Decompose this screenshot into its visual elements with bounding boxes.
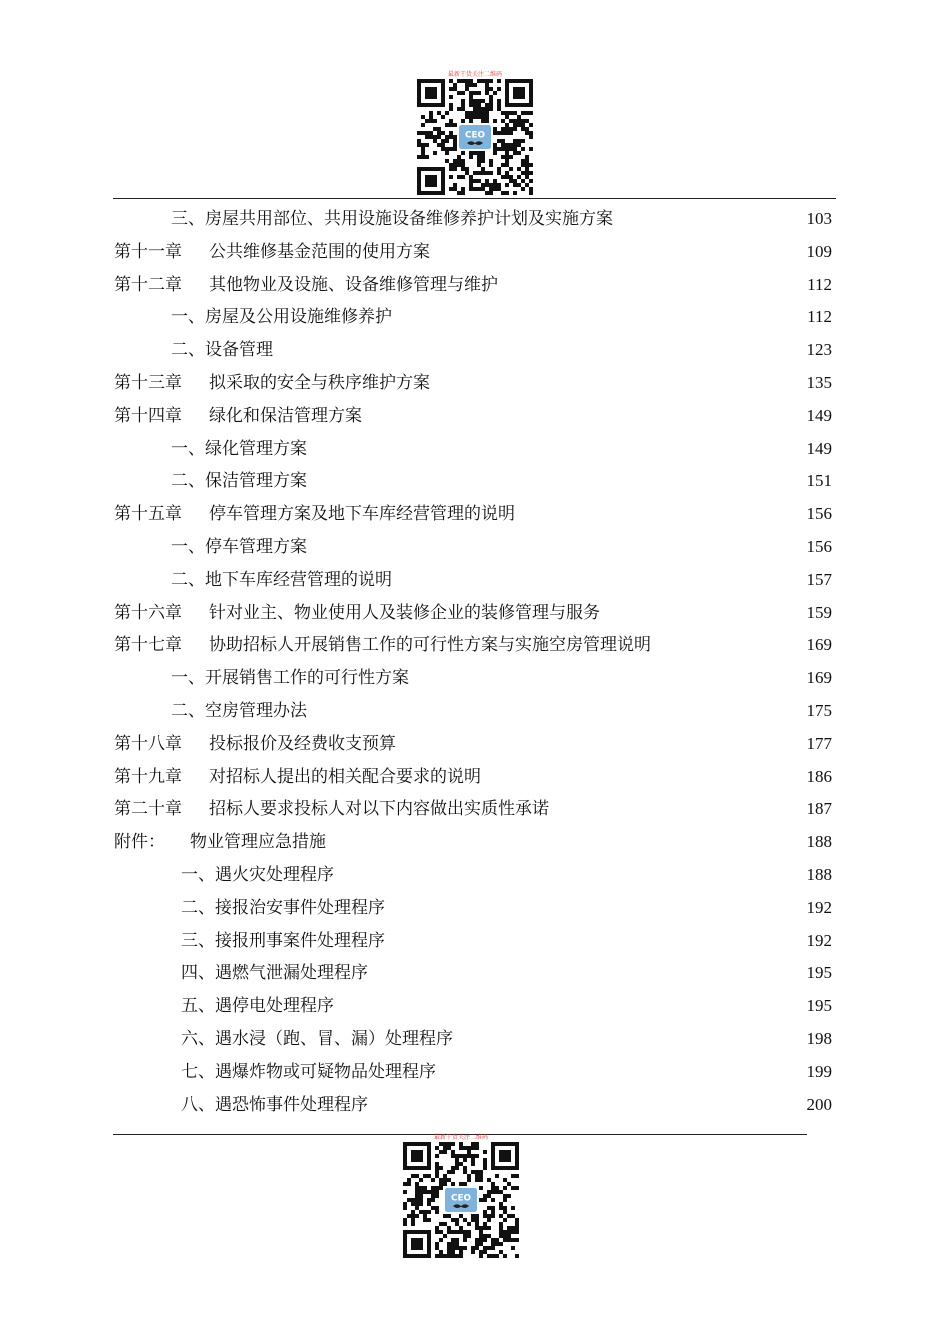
toc-page-number: 123 [806,340,832,360]
svg-text:CEO: CEO [465,130,485,141]
toc-page-number: 112 [807,274,832,294]
toc-title: 二、地下车库经营管理的说明 [171,569,392,590]
toc-entry[interactable] [114,433,832,466]
toc-page-number: 188 [806,864,832,884]
toc-chapter-label: 第十七章 [114,635,182,656]
toc-chapter-label: 第十二章 [114,274,182,295]
toc-chapter-label: 第十三章 [114,372,182,393]
toc-title: 物业管理应急措施 [190,832,326,853]
toc-page-number: 159 [806,602,832,622]
toc-entry[interactable] [114,597,832,630]
toc-title: 一、绿化管理方案 [171,438,307,459]
toc-entry[interactable] [114,269,832,302]
toc-page-number: 149 [806,405,832,425]
toc-page-number: 157 [806,569,832,589]
toc-chapter-label: 第二十章 [114,799,182,820]
toc-title: 投标报价及经费收支预算 [209,733,396,754]
toc-entry[interactable] [114,892,832,925]
toc-page-number: 169 [806,635,832,655]
qr-caption: 最新干货关注二维码 [447,71,502,78]
toc-page-number: 109 [806,241,832,261]
toc-entry[interactable] [114,465,832,498]
toc-entry[interactable] [114,662,832,695]
toc-entry[interactable] [114,728,832,761]
table-of-contents [114,203,832,1121]
toc-page-number: 199 [806,1061,832,1081]
toc-entry[interactable] [114,400,832,433]
toc-title: 三、接报刑事案件处理程序 [181,930,385,951]
toc-page-number: 112 [807,307,832,327]
toc-title: 六、遇水浸（跑、冒、漏）处理程序 [181,1028,453,1049]
toc-title: 一、停车管理方案 [171,536,307,557]
toc-title: 三、房屋共用部位、共用设施设备维修养护计划及实施方案 [171,209,613,229]
toc-entry[interactable] [114,564,832,597]
toc-entry[interactable] [114,531,832,564]
toc-chapter-label: 第十四章 [114,405,182,426]
toc-title: 其他物业及设施、设备维修管理与维护 [209,274,498,295]
toc-page-number: 169 [806,668,832,688]
qr-code-bottom [403,1133,519,1258]
toc-title: 八、遇恐怖事件处理程序 [181,1094,368,1115]
toc-entry[interactable] [114,859,832,892]
toc-entry[interactable] [114,236,832,269]
toc-chapter-label: 附件： [114,832,165,853]
toc-page-number: 149 [806,438,832,458]
toc-entry[interactable] [114,925,832,958]
toc-page-number: 200 [806,1094,832,1114]
toc-entry[interactable] [114,367,832,400]
toc-title: 绿化和保洁管理方案 [209,405,362,426]
toc-chapter-label: 第十五章 [114,504,182,525]
toc-chapter-label: 第十九章 [114,766,182,787]
toc-title: 拟采取的安全与秩序维护方案 [209,372,430,393]
toc-title: 协助招标人开展销售工作的可行性方案与实施空房管理说明 [209,635,651,656]
toc-entry[interactable] [114,793,832,826]
qr-code-icon [417,79,533,195]
toc-title: 一、遇火灾处理程序 [181,864,334,885]
toc-page-number: 192 [806,897,832,917]
toc-page-number: 188 [806,832,832,852]
toc-page-number: 103 [806,209,832,228]
toc-page-number: 156 [806,504,832,524]
toc-entry[interactable] [114,301,832,334]
toc-title: 二、空房管理办法 [171,700,307,721]
toc-page-number: 175 [806,700,832,720]
toc-chapter-label: 第十六章 [114,602,182,623]
toc-entry[interactable] [114,1089,832,1122]
toc-title: 二、接报治安事件处理程序 [181,897,385,918]
toc-page-number: 177 [806,733,832,753]
toc-entry[interactable] [114,761,832,794]
toc-entry[interactable] [114,629,832,662]
toc-entry[interactable] [114,334,832,367]
qr-caption: 最新干货关注二维码 [433,1134,488,1141]
toc-title: 停车管理方案及地下车库经营管理的说明 [209,504,515,525]
toc-title: 二、保洁管理方案 [171,471,307,492]
toc-page-number: 156 [806,536,832,556]
toc-entry[interactable] [114,1056,832,1089]
toc-page-number: 195 [806,996,832,1016]
toc-title: 七、遇爆炸物或可疑物品处理程序 [181,1061,436,1082]
toc-entry[interactable] [114,498,832,531]
svg-text:CEO: CEO [451,1193,471,1204]
toc-title: 招标人要求投标人对以下内容做出实质性承诺 [209,799,549,820]
toc-page-number: 186 [806,766,832,786]
toc-title: 四、遇燃气泄漏处理程序 [181,963,368,984]
toc-page-number: 187 [806,799,832,819]
toc-page-number: 195 [806,963,832,983]
toc-entry[interactable] [114,990,832,1023]
header-rule [113,198,836,199]
toc-chapter-label: 第十一章 [114,241,182,262]
qr-code-top [417,70,533,195]
toc-title: 公共维修基金范围的使用方案 [209,241,430,262]
toc-entry[interactable] [114,826,832,859]
toc-entry[interactable] [114,695,832,728]
toc-page-number: 198 [806,1028,832,1048]
toc-page-number: 192 [806,930,832,950]
toc-entry[interactable] [114,203,832,236]
qr-code-icon [403,1142,519,1258]
toc-title: 五、遇停电处理程序 [181,996,334,1017]
toc-title: 二、设备管理 [171,340,273,361]
toc-entry[interactable] [114,957,832,990]
toc-title: 对招标人提出的相关配合要求的说明 [209,766,481,787]
toc-page-number: 151 [806,471,832,491]
toc-entry[interactable] [114,1023,832,1056]
toc-chapter-label: 第十八章 [114,733,182,754]
toc-page-number: 135 [806,372,832,392]
toc-title: 针对业主、物业使用人及装修企业的装修管理与服务 [209,602,600,623]
toc-title: 一、开展销售工作的可行性方案 [171,668,409,689]
toc-title: 一、房屋及公用设施维修养护 [171,307,392,328]
